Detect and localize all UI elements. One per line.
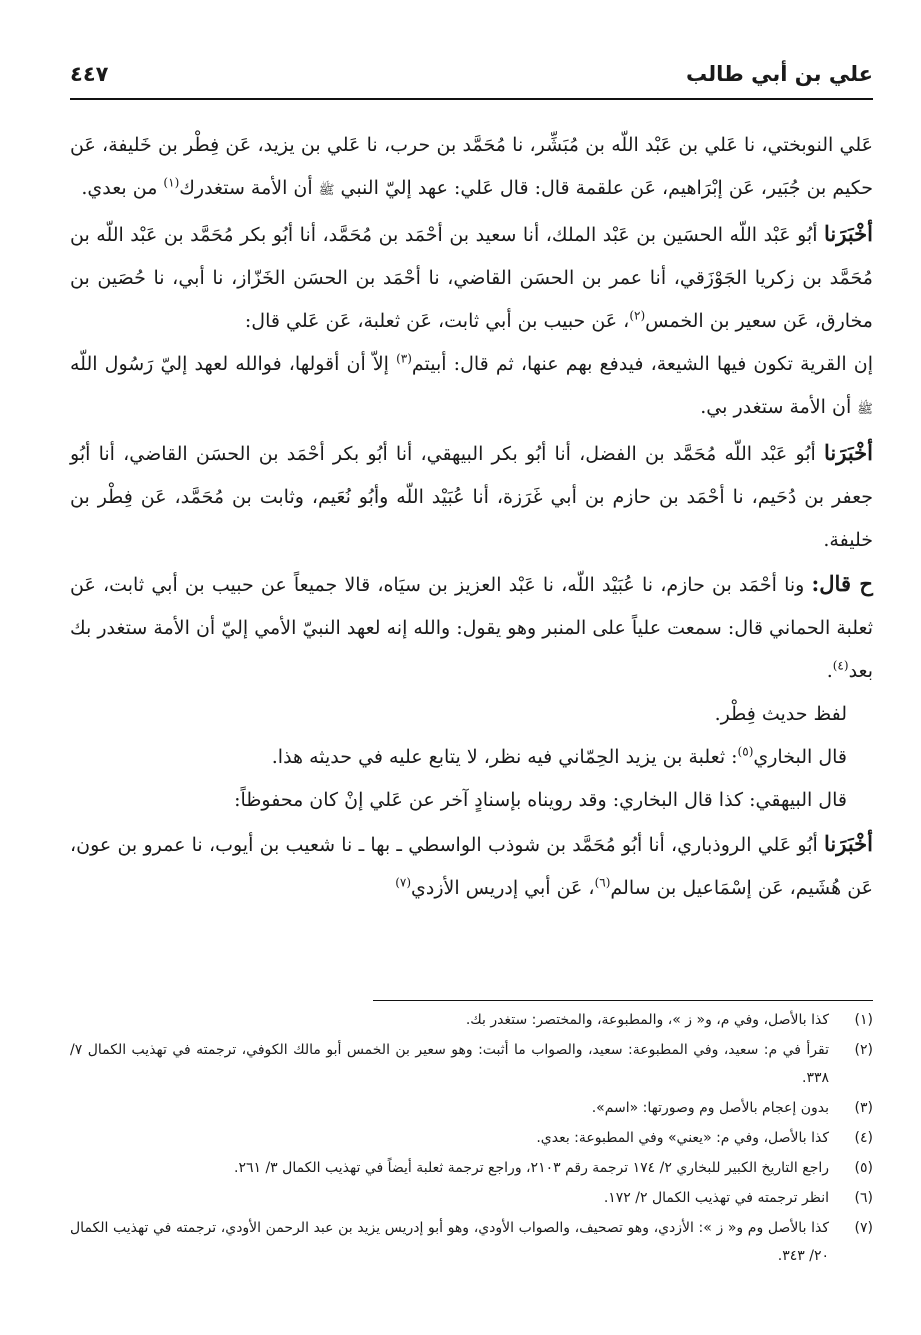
- footnote: [70, 1184, 873, 1212]
- footnote-text: كذا بالأصل وم و« ز »: الأزدي، وهو تصحيف، والصواب الأودي، وهو أبو إدريس يزيد بن عبد الرحمن الأودي، ترجمته في تهذيب الكمال ٢٠/ ٣٤٣.: [70, 1220, 829, 1264]
- text-run: أن الأمة ستغدرك: [179, 177, 319, 199]
- salla-symbol: ﷺ: [857, 402, 873, 417]
- footnote-number: (٣): [854, 1100, 873, 1116]
- paragraph-1: [70, 124, 873, 212]
- paragraph-5: [70, 562, 873, 693]
- footnote-ref: (٥): [737, 744, 754, 759]
- isnad-lead: ح قال:: [811, 571, 873, 596]
- paragraph-3: [70, 343, 873, 431]
- footnote: [70, 1094, 873, 1122]
- footnote-number: (١): [854, 1012, 873, 1028]
- footnote-ref: (٦): [594, 875, 611, 890]
- text-run: إلاّ أن أقولها، فوالله لعهد إليّ رَسُول اللّه: [70, 353, 397, 375]
- footnote-number: (٥): [854, 1160, 873, 1176]
- footnote-text: كذا بالأصل، وفي م، و« ز »، والمطبوعة، والمختصر: ستغدر بك.: [465, 1012, 829, 1028]
- salla-symbol: ﷺ: [318, 183, 335, 198]
- isnad-lead: أخْبَرَنا: [824, 221, 873, 246]
- footnote: [70, 1006, 873, 1034]
- page-header: [70, 60, 873, 100]
- footnote: [70, 1036, 873, 1092]
- paragraph-2: [70, 212, 873, 343]
- footnote: [70, 1124, 873, 1152]
- main-text: [70, 124, 873, 910]
- text-run: .: [826, 660, 833, 682]
- paragraph-9: [70, 822, 873, 910]
- paragraph-6: لفظ حديث فِطْر.: [714, 703, 847, 725]
- paragraph-4: [70, 431, 873, 562]
- text-run: من بعدي.: [81, 177, 164, 199]
- footnote: [70, 1214, 873, 1270]
- footnote-number: (٢): [854, 1042, 873, 1058]
- text-run: قال البخاري: [753, 746, 847, 768]
- text-run: : ثعلبة بن يزيد الحِمّاني فيه نظر، لا يتابع عليه في حديثه هذا.: [271, 746, 738, 768]
- text-run: أبُو عَلي الروذباري، أنا أبُو مُحَمَّد بن شوذب الواسطي ـ بها ـ نا شعيب بن أيوب، نا عمرو بن عون، عَن هُشَيم، عَن إسْمَاعيل بن سالم: [70, 834, 873, 899]
- footnote-ref: (٢): [629, 308, 646, 323]
- text-run: إن القرية تكون فيها الشيعة، فيدفع بهم عنها، ثم قال: أبيتم: [411, 353, 873, 375]
- footnote-text: كذا بالأصل، وفي م: «يعني» وفي المطبوعة: بعدي.: [536, 1130, 829, 1146]
- text-run: عَلي النوبختي، نا عَلي بن عَبْد اللّه بن مُبَشِّر، نا مُحَمَّد بن حرب، نا عَلي بن يزيد، عَن فِطْر بن خَليفة، عَن حكيم بن جُبَير، عَن إبْرَاهيم، عَن علقمة قال: قال عَلي: عهد إليّ النبي: [70, 134, 873, 199]
- footnotes: [70, 1006, 873, 1272]
- footnote-text: راجع التاريخ الكبير للبخاري ٢/ ١٧٤ ترجمة رقم ٢١٠٣، وراجع ترجمة ثعلبة أيضاً في تهذيب الكمال ٣/ ٢٦١.: [233, 1160, 829, 1176]
- footnote-ref: (١): [163, 175, 180, 190]
- footnote-number: (٧): [854, 1220, 873, 1236]
- footnote-number: (٤): [854, 1130, 873, 1146]
- paragraph-7: [70, 736, 873, 779]
- footnote-text: تقرأ في م: سعيد، وفي المطبوعة: سعيد، والصواب ما أثبت: وهو سعير بن الخمس أبو مالك الكوفي، ترجمته في تهذيب الكمال ٧/ ٣٣٨.: [70, 1042, 829, 1086]
- footnote: [70, 1154, 873, 1182]
- footnote-number: (٦): [854, 1190, 873, 1206]
- page-number: ٤٤٧: [70, 62, 109, 86]
- text-run: أبُو عَبْد اللّه مُحَمَّد بن الفضل، أنا أبُو بكر البيهقي، أنا أبُو بكر أحْمَد بن الحسَن القاضي، أنا أبُو جعفر بن دُحَيم، نا أحْمَد بن حازم بن أبي غَرَزة، أنا عُبَيْد اللّه وأبُو نُعَيم، وثابت بن مُحَمَّد، عَن فِطْر بن خليفة.: [70, 443, 873, 551]
- footnote-text: بدون إعجام بالأصل وم وصورتها: «اسم».: [591, 1100, 829, 1116]
- footnote-text: انظر ترجمته في تهذيب الكمال ٢/ ١٧٢.: [603, 1190, 829, 1206]
- footnote-ref: (٣): [396, 351, 412, 366]
- text-run: أن الأمة ستغدر بي.: [700, 396, 858, 418]
- running-title: علي بن أبي طالب: [686, 62, 873, 86]
- text-run: ونا أحْمَد بن حازم، نا عُبَيْد اللّه، نا عَبْد العزيز بن سيَاه، قالا جميعاً عن حبيب بن أبي ثابت، عَن ثعلبة الحماني قال: سمعت علياً على المنبر وهو يقول: والله إنه لعهد النبيّ الأمي إليّ أن الأمة ستغدر بك بعد: [70, 574, 873, 682]
- paragraph-8: قال البيهقي: كذا قال البخاري: وقد رويناه بإسنادٍ آخر عن عَلي إنْ كان محفوظاً:: [234, 789, 847, 811]
- footnote-separator: [373, 1000, 873, 1001]
- isnad-lead: أخْبَرَنا: [824, 831, 873, 856]
- text-run: ، عَن أبي إدريس الأزدي: [411, 877, 595, 899]
- footnote-ref: (٤): [832, 658, 849, 673]
- isnad-lead: أخْبَرَنا: [824, 440, 873, 465]
- text-run: أبُو عَبْد اللّه الحسَين بن عَبْد الملك، أنا سعيد بن أحْمَد بن مُحَمَّد، أنا أبُو بكر مُحَمَّد بن عَبْد اللّه بن مُحَمَّد بن زكريا الجَوْزَقي، أنا عمر بن الحسَن القاضي، نا أحْمَد بن الحسَن الخَزّاز، نا أبي، نا حُصَين بن مخارق، عَن سعير بن الخمس: [70, 224, 873, 332]
- text-run: ، عَن حبيب بن أبي ثابت، عَن ثعلبة، عَن عَلي قال:: [244, 310, 630, 332]
- footnote-ref: (٧): [395, 875, 412, 890]
